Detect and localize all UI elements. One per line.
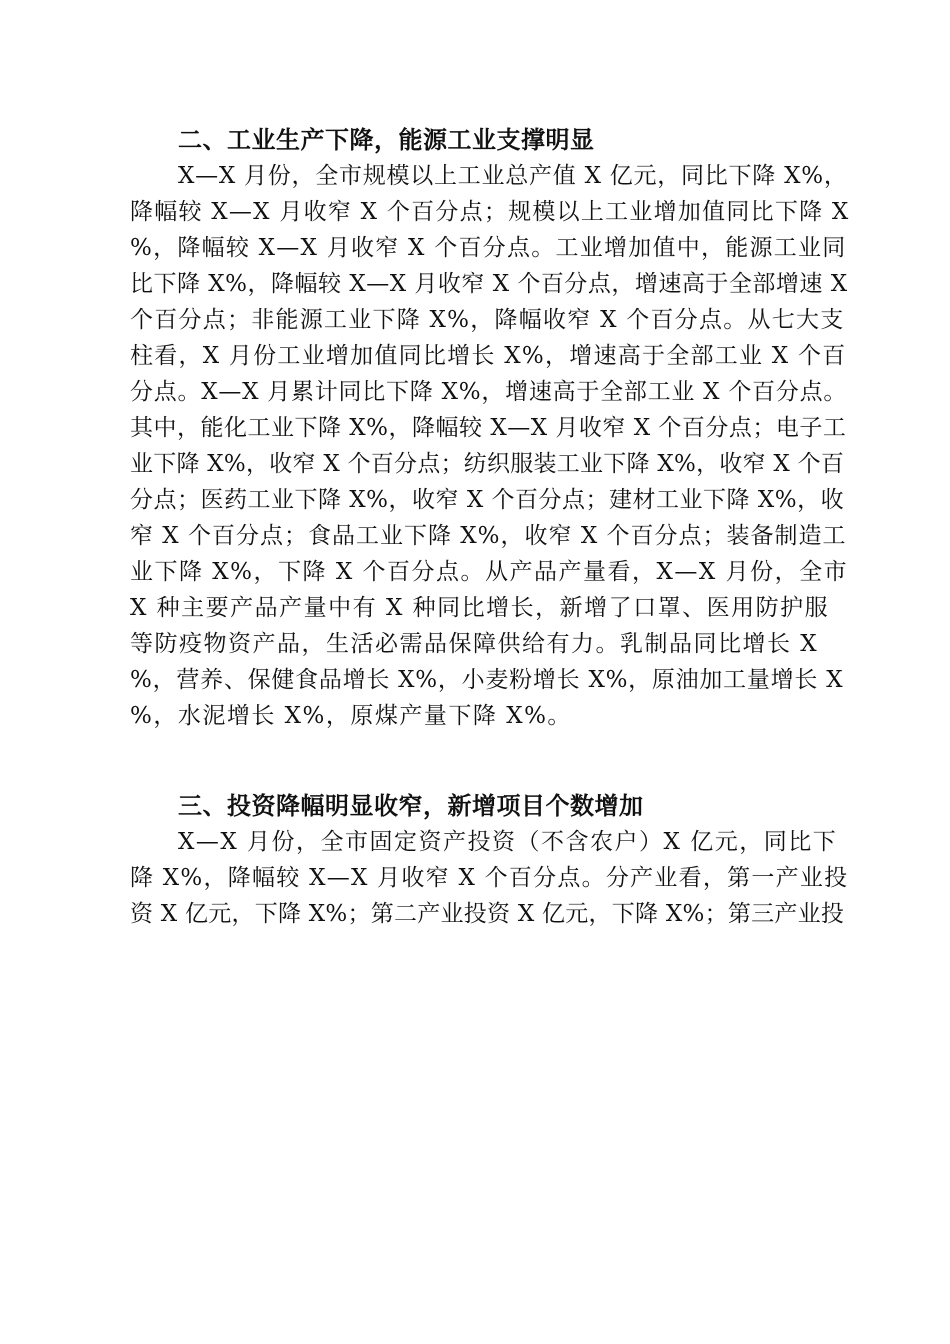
paragraph-line: 业下降 X%，收窄 X 个百分点；纺织服装工业下降 X%，收窄 X 个百 xyxy=(130,451,845,477)
paragraph-line: 等防疫物资产品，生活必需品保障供给有力。乳制品同比增长 X xyxy=(130,631,819,657)
body-paragraph xyxy=(130,824,850,932)
paragraph-line: 个百分点；非能源工业下降 X%，降幅收窄 X 个百分点。从七大支 xyxy=(130,307,845,333)
paragraph-line: 降幅较 X—X 月收窄 X 个百分点；规模以上工业增加值同比下降 X xyxy=(130,199,850,225)
paragraph-line: 分点。X—X 月累计同比下降 X%，增速高于全部工业 X 个百分点。 xyxy=(130,379,848,405)
paragraph-line: %，降幅较 X—X 月收窄 X 个百分点。工业增加值中，能源工业同 xyxy=(130,235,847,261)
paragraph-line: 窄 X 个百分点；食品工业下降 X%，收窄 X 个百分点；装备制造工 xyxy=(130,523,847,549)
paragraph-line: 降 X%，降幅较 X—X 月收窄 X 个百分点。分产业看，第一产业投 xyxy=(130,865,849,891)
paragraph-line: 分点；医药工业下降 X%，收窄 X 个百分点；建材工业下降 X%，收 xyxy=(130,487,845,513)
paragraph-line: 业下降 X%，下降 X 个百分点。从产品产量看，X—X 月份，全市 xyxy=(130,559,849,585)
paragraph-line: 其中，能化工业下降 X%，降幅较 X—X 月收窄 X 个百分点；电子工 xyxy=(130,415,847,441)
paragraph-line: 比下降 X%，降幅较 X—X 月收窄 X 个百分点，增速高于全部增速 X xyxy=(130,271,848,297)
paragraph-line: X—X 月份，全市固定资产投资（不含农户）X 亿元，同比下 xyxy=(178,829,838,855)
section-heading: 二、工业生产下降，能源工业支撑明显 xyxy=(178,125,595,154)
paragraph-line: 柱看，X 月份工业增加值同比增长 X%，增速高于全部工业 X 个百 xyxy=(130,343,847,369)
section-industrial-production xyxy=(130,122,850,734)
section-investment xyxy=(130,788,850,932)
paragraph-line: X—X 月份，全市规模以上工业总产值 X 亿元，同比下降 X%， xyxy=(178,163,848,189)
paragraph-line: 资 X 亿元，下降 X%；第二产业投资 X 亿元，下降 X%；第三产业投 xyxy=(130,901,845,927)
paragraph-line: %，水泥增长 X%，原煤产量下降 X%。 xyxy=(130,703,572,729)
paragraph-line: X 种主要产品产量中有 X 种同比增长，新增了口罩、医用防护服 xyxy=(130,595,830,621)
paragraph-line: %，营养、保健食品增长 X%，小麦粉增长 X%，原油加工量增长 X xyxy=(130,667,844,693)
body-paragraph xyxy=(130,158,850,734)
section-heading: 三、投资降幅明显收窄，新增项目个数增加 xyxy=(178,791,644,820)
